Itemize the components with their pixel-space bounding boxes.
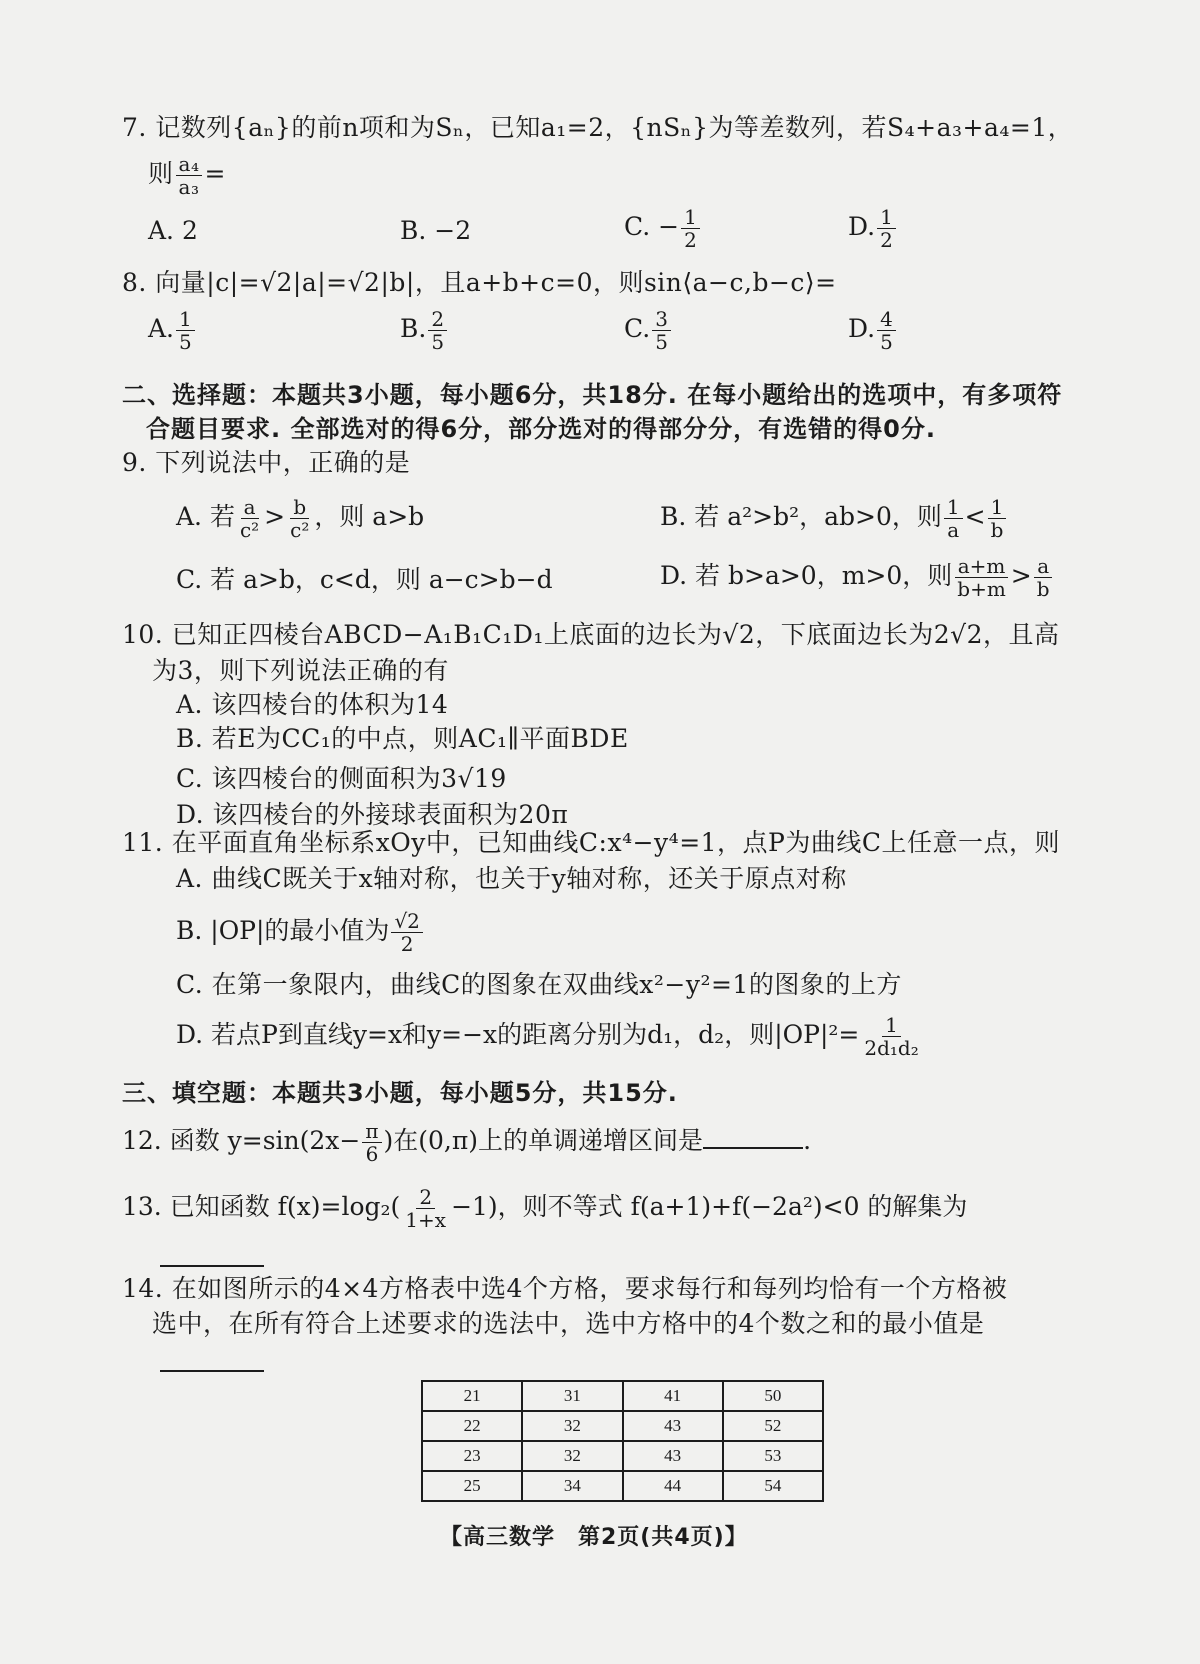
number-grid-table bbox=[421, 1380, 824, 1502]
q11-option-b: B. |OP|的最小值为 $\frac{√2}{2}$ bbox=[176, 910, 425, 955]
q11-option-a: A. 曲线C既关于x轴对称，也关于y轴对称，还关于原点对称 bbox=[176, 864, 847, 893]
table-cell: 32 bbox=[522, 1411, 622, 1441]
table-cell: 32 bbox=[522, 1441, 622, 1471]
q9-option-c: C. 若 a>b，c<d，则 a−c>b−d bbox=[176, 565, 553, 594]
answer-blank bbox=[703, 1147, 803, 1149]
q10-option-a: A. 该四棱台的体积为14 bbox=[176, 690, 449, 719]
q14-stem-line1: 14. 在如图所示的4×4方格表中选4个方格，要求每行和每列均恰有一个方格被 bbox=[122, 1274, 1008, 1303]
q9-stem: 9. 下列说法中，正确的是 bbox=[122, 448, 411, 477]
table-row bbox=[422, 1441, 823, 1471]
q10-stem-line2: 为3，则下列说法正确的有 bbox=[152, 656, 449, 685]
q14-stem-line2: 选中，在所有符合上述要求的选法中，选中方格中的4个数之和的最小值是 bbox=[152, 1309, 985, 1338]
q10-option-b: B. 若E为CC₁的中点，则AC₁∥平面BDE bbox=[176, 724, 629, 753]
table-cell: 54 bbox=[723, 1471, 823, 1501]
table-cell: 43 bbox=[623, 1411, 723, 1441]
fraction: $\frac{\text{a₄}}{\text{a₃}}$ bbox=[176, 153, 203, 198]
q7-option-b: B. −2 bbox=[400, 216, 472, 245]
table-cell: 22 bbox=[422, 1411, 522, 1441]
answer-blank bbox=[160, 1370, 264, 1372]
section2-instructions: 合题目要求. 全部选对的得6分，部分选对的得部分分，有选错的得0分. bbox=[146, 415, 936, 443]
page-footer: 【高三数学 第2页(共4页)】 bbox=[440, 1525, 748, 1550]
table-row bbox=[422, 1411, 823, 1441]
table-cell: 23 bbox=[422, 1441, 522, 1471]
table-cell: 25 bbox=[422, 1471, 522, 1501]
q9-option-d: D. 若 b>a>0，m>0，则 $\frac{a+m}{b+m}$ > $\frac{a}{b}$ bbox=[660, 555, 1055, 600]
table-cell: 52 bbox=[723, 1411, 823, 1441]
q7-option-a: A. 2 bbox=[148, 216, 198, 245]
table-cell: 50 bbox=[723, 1381, 823, 1411]
table-cell: 53 bbox=[723, 1441, 823, 1471]
q7-option-c: C. − $\frac{1}{2}$ bbox=[624, 206, 702, 251]
q8-option-c: C. $\frac{3}{5}$ bbox=[624, 308, 673, 353]
q10-option-c: C. 该四棱台的侧面积为3√19 bbox=[176, 764, 507, 793]
q9-option-a: A. 若 $\frac{a}{\text{c²}}$ > $\frac{b}{\text{c²}}$ ，则 a>b bbox=[176, 495, 425, 542]
table-cell: 41 bbox=[623, 1381, 723, 1411]
q13-stem: 13. 已知函数 f(x)=log₂( $\frac{2}{1+x}$ −1)，则不等式 f(a+1)+f(−2a²)<0 的解集为 bbox=[122, 1185, 968, 1232]
q8-option-a: A. $\frac{1}{5}$ bbox=[148, 308, 197, 353]
q8-option-d: D. $\frac{4}{5}$ bbox=[848, 308, 898, 353]
q10-stem-line1: 10. 已知正四棱台ABCD−A₁B₁C₁D₁上底面的边长为√2，下底面边长为2√2，且高 bbox=[122, 620, 1060, 649]
q10-option-d: D. 该四棱台的外接球表面积为20π bbox=[176, 800, 569, 829]
q8-stem: 8. 向量|c|=√2|a|=√2|b|，且a+b+c=0，则sin⟨a−c,b−c⟩= bbox=[122, 268, 837, 297]
table-cell: 43 bbox=[623, 1441, 723, 1471]
answer-blank bbox=[160, 1265, 264, 1267]
q11-stem: 11. 在平面直角坐标系xOy中，已知曲线C:x⁴−y⁴=1，点P为曲线C上任意一点，则 bbox=[122, 828, 1060, 857]
table-row bbox=[422, 1471, 823, 1501]
q7-option-d: D. $\frac{1}{2}$ bbox=[848, 206, 898, 251]
q8-option-b: B. $\frac{2}{5}$ bbox=[400, 308, 449, 353]
q11-option-c: C. 在第一象限内，曲线C的图象在双曲线x²−y²=1的图象的上方 bbox=[176, 970, 902, 999]
section2-heading: 二、选择题：本题共3小题，每小题6分，共18分. 在每小题给出的选项中，有多项符 bbox=[122, 381, 1063, 409]
q12-stem: 12. 函数 y=sin(2x− $\frac{\pi}{6}$ )在(0,π)上的单调递增区间是 . bbox=[122, 1119, 812, 1166]
section3-heading: 三、填空题：本题共3小题，每小题5分，共15分. bbox=[122, 1079, 678, 1107]
q7-stem: 7. 记数列{aₙ}的前n项和为Sₙ，已知a₁=2，{nSₙ}为等差数列，若S₄+a₃+a₄=1， bbox=[122, 113, 1074, 142]
table-cell: 44 bbox=[623, 1471, 723, 1501]
table-cell: 21 bbox=[422, 1381, 522, 1411]
q7-ask: 则 $\frac{\text{a₄}}{\text{a₃}}$ = bbox=[148, 152, 226, 199]
q11-option-d: D. 若点P到直线y=x和y=−x的距离分别为d₁，d₂，则|OP|²= $\frac{1}{\text{2d₁d₂}}$ bbox=[176, 1013, 919, 1060]
table-cell: 31 bbox=[522, 1381, 622, 1411]
table-row bbox=[422, 1381, 823, 1411]
table-cell: 34 bbox=[522, 1471, 622, 1501]
q9-option-b: B. 若 a²>b²，ab>0，则 $\frac{1}{a}$ < $\frac{1}{b}$ bbox=[660, 496, 1008, 541]
